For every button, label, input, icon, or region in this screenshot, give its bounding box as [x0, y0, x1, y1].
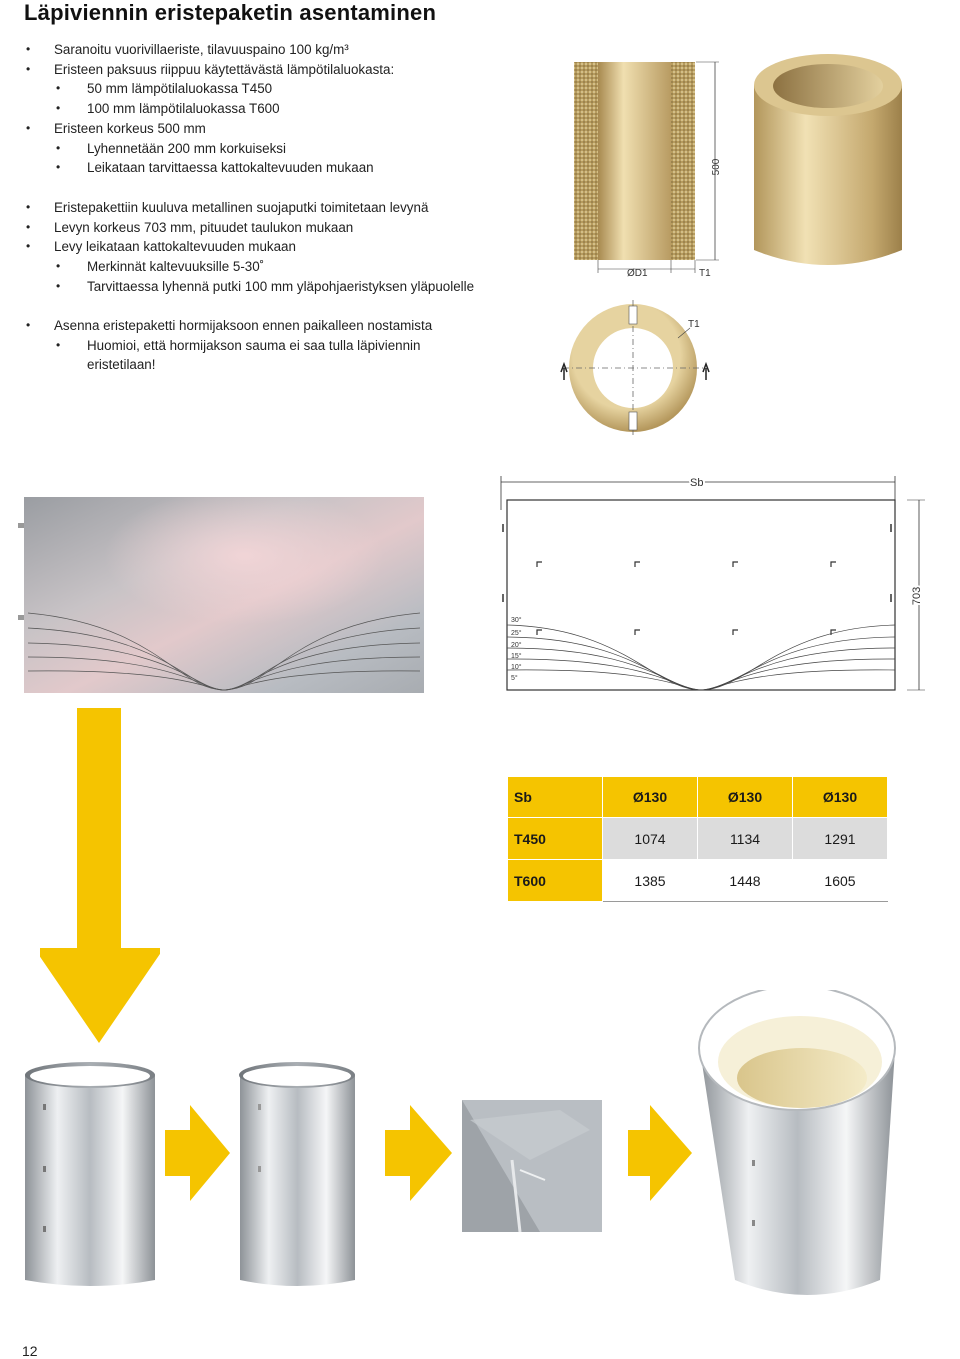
installation-sequence [0, 990, 960, 1310]
thickness-label-top: T1 [699, 268, 711, 279]
list-item: • Eristeen paksuus riippuu käytettävästä lämpötilaluokasta: [26, 60, 394, 80]
table-cell: 1385 [603, 860, 698, 902]
angle-label-10: 10° [511, 664, 522, 671]
insulation-left-wall [574, 62, 598, 260]
list-item: • 50 mm lämpötilaluokassa T450 [26, 79, 394, 99]
page-number: 12 [22, 1343, 38, 1359]
cylinder-opening [773, 64, 883, 108]
bullet-list-insulation [26, 40, 394, 178]
list-item: • Lyhennetään 200 mm korkuiseksi [26, 139, 394, 159]
bullet-list-sheet [26, 198, 474, 297]
table-cell: 1074 [603, 818, 698, 860]
inner-pipe [598, 62, 671, 260]
sheet-drawing [495, 470, 935, 700]
angle-label-15: 15° [511, 653, 522, 660]
arrow-right-icon [165, 1105, 230, 1201]
arrow-right-icon [385, 1105, 452, 1201]
insulation-right-wall [671, 62, 695, 260]
angle-label-20: 20° [511, 642, 522, 649]
angle-label-5: 5° [511, 675, 518, 682]
table-cell: 1605 [793, 860, 888, 902]
table-cell: 1291 [793, 818, 888, 860]
list-item: eristetilaan! [87, 357, 156, 373]
table-row [508, 818, 888, 860]
angle-label-30: 30° [511, 617, 522, 624]
table-header-cell: Ø130 [603, 777, 698, 818]
arrow-right-icon [628, 1105, 692, 1201]
table-header-cell: Ø130 [793, 777, 888, 818]
list-item: • 100 mm lämpötilaluokassa T600 [26, 99, 394, 119]
sheet-width-label: Sb [690, 477, 704, 489]
thickness-label-ring: T1 [688, 319, 700, 330]
list-item: • Saranoitu vuorivillaeriste, tilavuuspaino 100 kg/m³ [26, 40, 394, 60]
sheet-photo [18, 495, 426, 695]
insulation-section-drawing [565, 55, 730, 280]
dimension-table [507, 776, 888, 902]
table-header-row [508, 777, 888, 818]
list-item: • Huomioi, että hormijakson sauma ei saa tulla läpiviennin [26, 336, 432, 356]
metal-tube-2 [239, 1062, 355, 1286]
angle-label-25: 25° [511, 630, 522, 637]
table-header-cell: Ø130 [698, 777, 793, 818]
insulation-cylinder-3d [740, 40, 915, 280]
table-cell: 1448 [698, 860, 793, 902]
table-cell: 1134 [698, 818, 793, 860]
height-label: 500 [711, 158, 722, 176]
metal-tube-1 [25, 1062, 155, 1286]
list-item: • Eristeen korkeus 500 mm [26, 119, 394, 139]
list-item: • Levyn korkeus 703 mm, pituudet taulukon mukaan [26, 218, 474, 238]
list-item: • Eristepakettiin kuuluva metallinen suojaputki toimitetaan levynä [26, 198, 474, 218]
sheet-height-label: 703 [911, 586, 923, 606]
list-item: • Leikataan tarvittaessa kattokaltevuuden mukaan [26, 158, 394, 178]
table-row [508, 860, 888, 902]
table-row-label: T450 [508, 818, 603, 860]
list-item: • Asenna eristepaketti hormijaksoon ennen paikalleen nostamista [26, 316, 432, 336]
list-item: • Tarvittaessa lyhennä putki 100 mm yläpohjaeristyksen yläpuolelle [26, 277, 474, 297]
bullet-list-install [26, 316, 432, 375]
diameter-label: ØD1 [627, 268, 648, 279]
list-item: • Merkinnät kaltevuuksille 5-30˚ [26, 257, 474, 277]
seam-closeup-photo [462, 1100, 602, 1232]
table-row-label: T600 [508, 860, 603, 902]
list-item: • Levy leikataan kattokaltevuuden mukaan [26, 237, 474, 257]
insulation-ring-diagram [560, 300, 720, 435]
page-title: Läpiviennin eristepaketin asentaminen [24, 0, 437, 25]
assembled-insulation-package [699, 990, 895, 1295]
table-header-cell: Sb [508, 777, 603, 818]
